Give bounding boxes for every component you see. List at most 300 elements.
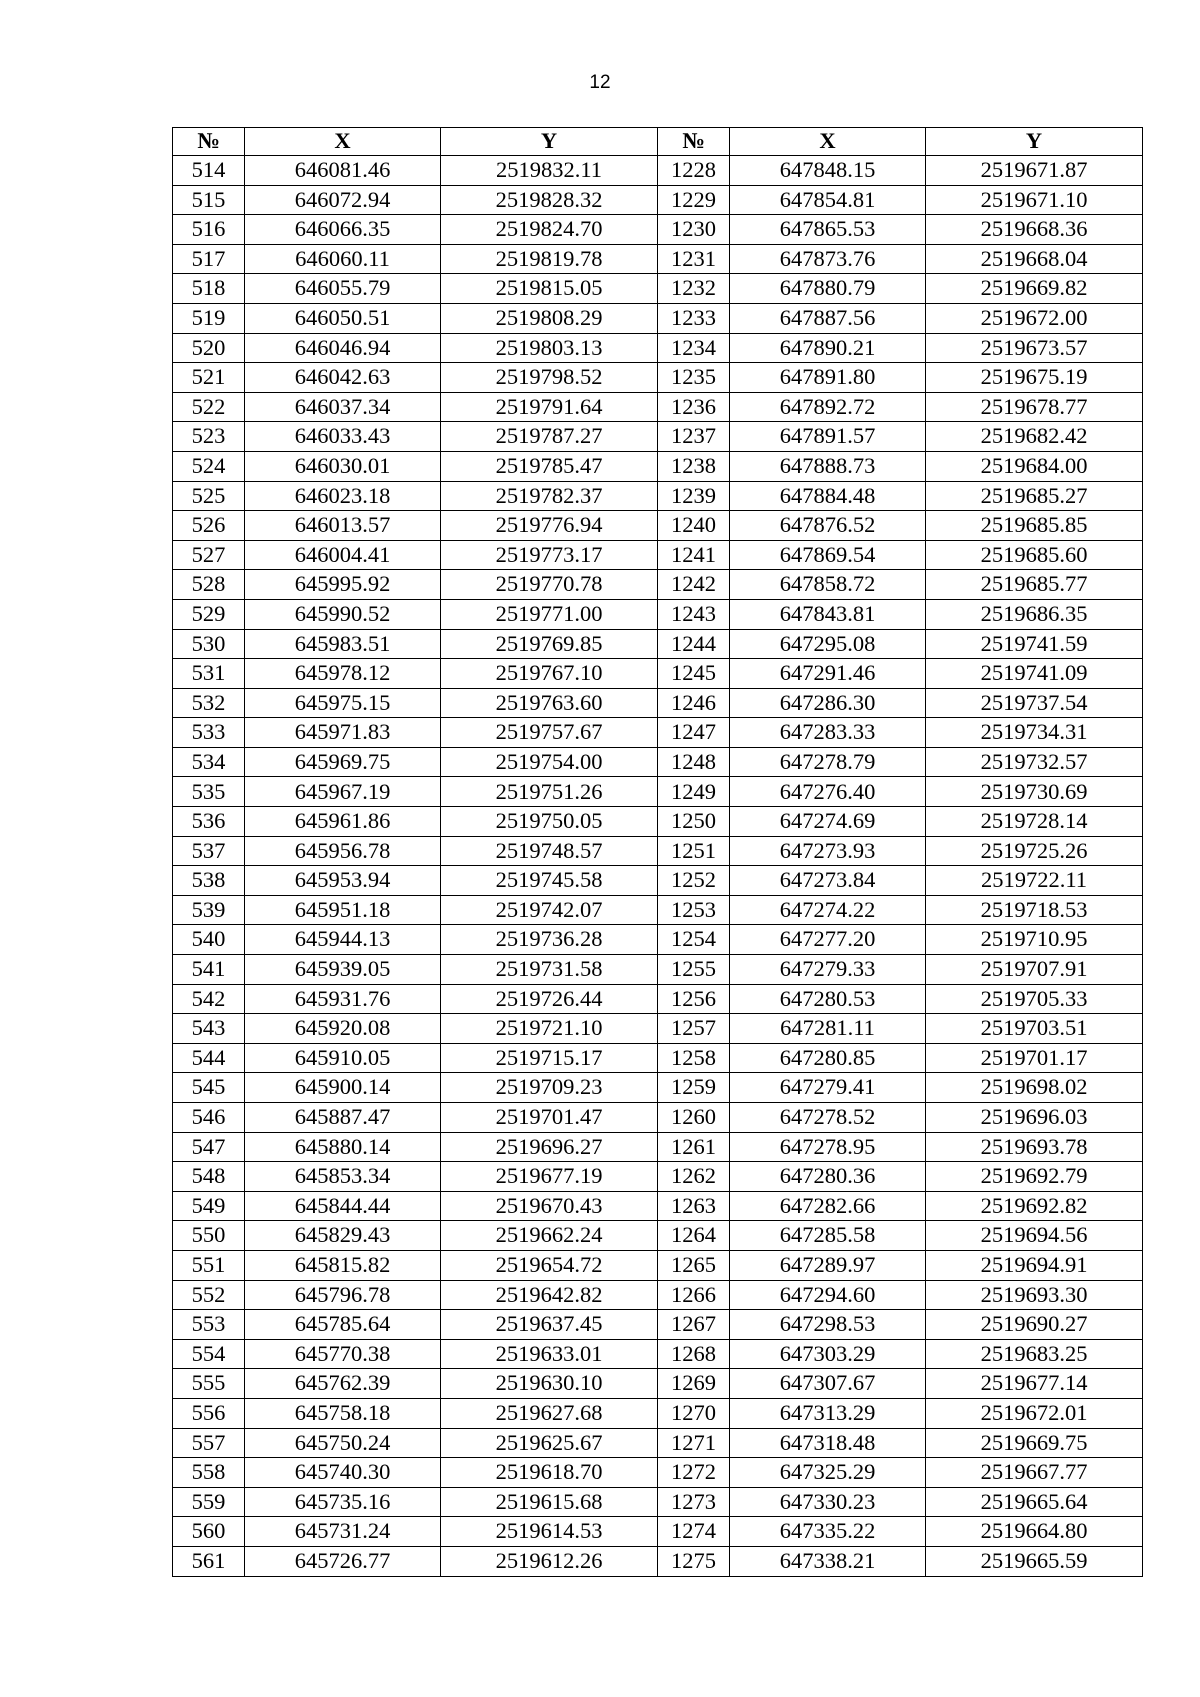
cell-number: 1229 [658, 185, 730, 215]
cell-x: 647289.97 [730, 1250, 926, 1280]
table-row [173, 303, 1143, 333]
cell-number: 531 [173, 659, 245, 689]
cell-number: 530 [173, 629, 245, 659]
cell-y: 2519654.72 [441, 1250, 658, 1280]
cell-number: 1241 [658, 540, 730, 570]
cell-x: 647280.53 [730, 984, 926, 1014]
cell-y: 2519671.87 [926, 156, 1143, 186]
cell-number: 1242 [658, 570, 730, 600]
cell-x: 647884.48 [730, 481, 926, 511]
cell-x: 647282.66 [730, 1191, 926, 1221]
cell-y: 2519748.57 [441, 836, 658, 866]
cell-number: 1272 [658, 1458, 730, 1488]
cell-x: 645758.18 [245, 1398, 441, 1428]
cell-x: 647890.21 [730, 333, 926, 363]
cell-x: 647303.29 [730, 1339, 926, 1369]
cell-y: 2519677.19 [441, 1162, 658, 1192]
cell-number: 533 [173, 718, 245, 748]
cell-x: 647869.54 [730, 540, 926, 570]
cell-y: 2519773.17 [441, 540, 658, 570]
cell-x: 645951.18 [245, 895, 441, 925]
cell-y: 2519642.82 [441, 1280, 658, 1310]
cell-x: 645978.12 [245, 659, 441, 689]
cell-y: 2519694.56 [926, 1221, 1143, 1251]
cell-x: 645853.34 [245, 1162, 441, 1192]
cell-x: 647338.21 [730, 1546, 926, 1576]
cell-number: 1234 [658, 333, 730, 363]
cell-x: 645939.05 [245, 955, 441, 985]
cell-x: 645844.44 [245, 1191, 441, 1221]
cell-number: 1244 [658, 629, 730, 659]
table-row [173, 1517, 1143, 1547]
cell-number: 1262 [658, 1162, 730, 1192]
cell-y: 2519715.17 [441, 1043, 658, 1073]
cell-number: 535 [173, 777, 245, 807]
cell-x: 646060.11 [245, 244, 441, 274]
cell-y: 2519694.91 [926, 1250, 1143, 1280]
cell-x: 646055.79 [245, 274, 441, 304]
cell-number: 1273 [658, 1487, 730, 1517]
table-row [173, 1369, 1143, 1399]
table-row [173, 1310, 1143, 1340]
table-row [173, 570, 1143, 600]
cell-number: 561 [173, 1546, 245, 1576]
cell-x: 647888.73 [730, 451, 926, 481]
cell-y: 2519771.00 [441, 599, 658, 629]
table-row [173, 481, 1143, 511]
table-row [173, 540, 1143, 570]
cell-y: 2519819.78 [441, 244, 658, 274]
table-row [173, 688, 1143, 718]
cell-y: 2519808.29 [441, 303, 658, 333]
cell-number: 559 [173, 1487, 245, 1517]
cell-number: 556 [173, 1398, 245, 1428]
table-row [173, 451, 1143, 481]
cell-number: 1264 [658, 1221, 730, 1251]
cell-x: 647280.36 [730, 1162, 926, 1192]
cell-y: 2519763.60 [441, 688, 658, 718]
cell-number: 536 [173, 807, 245, 837]
cell-y: 2519701.17 [926, 1043, 1143, 1073]
cell-y: 2519741.09 [926, 659, 1143, 689]
cell-number: 520 [173, 333, 245, 363]
cell-number: 515 [173, 185, 245, 215]
table-row [173, 1398, 1143, 1428]
cell-number: 1237 [658, 422, 730, 452]
cell-number: 525 [173, 481, 245, 511]
cell-number: 1245 [658, 659, 730, 689]
cell-y: 2519769.85 [441, 629, 658, 659]
cell-x: 647278.52 [730, 1103, 926, 1133]
cell-number: 526 [173, 511, 245, 541]
cell-x: 646030.01 [245, 451, 441, 481]
cell-y: 2519696.03 [926, 1103, 1143, 1133]
cell-number: 1232 [658, 274, 730, 304]
cell-y: 2519732.57 [926, 747, 1143, 777]
cell-y: 2519675.19 [926, 363, 1143, 393]
cell-x: 645887.47 [245, 1103, 441, 1133]
cell-y: 2519742.07 [441, 895, 658, 925]
cell-x: 647865.53 [730, 215, 926, 245]
cell-x: 647330.23 [730, 1487, 926, 1517]
table-row [173, 1250, 1143, 1280]
cell-y: 2519791.64 [441, 392, 658, 422]
cell-y: 2519668.04 [926, 244, 1143, 274]
column-header-y: Y [926, 128, 1143, 156]
cell-y: 2519709.23 [441, 1073, 658, 1103]
cell-y: 2519685.27 [926, 481, 1143, 511]
table-row [173, 599, 1143, 629]
cell-y: 2519672.00 [926, 303, 1143, 333]
cell-x: 645931.76 [245, 984, 441, 1014]
cell-y: 2519731.58 [441, 955, 658, 985]
cell-y: 2519824.70 [441, 215, 658, 245]
cell-x: 647848.15 [730, 156, 926, 186]
cell-x: 647279.33 [730, 955, 926, 985]
cell-y: 2519782.37 [441, 481, 658, 511]
cell-number: 1238 [658, 451, 730, 481]
cell-x: 647273.93 [730, 836, 926, 866]
cell-x: 645796.78 [245, 1280, 441, 1310]
cell-y: 2519787.27 [441, 422, 658, 452]
cell-number: 517 [173, 244, 245, 274]
cell-number: 1270 [658, 1398, 730, 1428]
cell-number: 542 [173, 984, 245, 1014]
column-header-y: Y [441, 128, 658, 156]
table-row [173, 363, 1143, 393]
cell-y: 2519669.75 [926, 1428, 1143, 1458]
cell-y: 2519614.53 [441, 1517, 658, 1547]
table-header-row [173, 128, 1143, 156]
cell-x: 647277.20 [730, 925, 926, 955]
cell-y: 2519725.26 [926, 836, 1143, 866]
cell-y: 2519745.58 [441, 866, 658, 896]
cell-x: 645944.13 [245, 925, 441, 955]
cell-x: 647278.79 [730, 747, 926, 777]
column-header-number: № [173, 128, 245, 156]
cell-x: 645731.24 [245, 1517, 441, 1547]
cell-number: 548 [173, 1162, 245, 1192]
cell-y: 2519682.42 [926, 422, 1143, 452]
cell-y: 2519718.53 [926, 895, 1143, 925]
cell-number: 558 [173, 1458, 245, 1488]
cell-y: 2519633.01 [441, 1339, 658, 1369]
cell-number: 1253 [658, 895, 730, 925]
cell-y: 2519664.80 [926, 1517, 1143, 1547]
cell-y: 2519737.54 [926, 688, 1143, 718]
table-row [173, 1073, 1143, 1103]
cell-y: 2519662.24 [441, 1221, 658, 1251]
cell-x: 645735.16 [245, 1487, 441, 1517]
cell-number: 1233 [658, 303, 730, 333]
cell-number: 539 [173, 895, 245, 925]
cell-x: 646013.57 [245, 511, 441, 541]
table-row [173, 1458, 1143, 1488]
table-row [173, 1428, 1143, 1458]
cell-y: 2519770.78 [441, 570, 658, 600]
cell-x: 647298.53 [730, 1310, 926, 1340]
cell-number: 534 [173, 747, 245, 777]
cell-number: 1275 [658, 1546, 730, 1576]
cell-number: 1259 [658, 1073, 730, 1103]
cell-number: 1261 [658, 1132, 730, 1162]
cell-number: 1271 [658, 1428, 730, 1458]
cell-x: 645900.14 [245, 1073, 441, 1103]
cell-number: 1267 [658, 1310, 730, 1340]
cell-x: 647318.48 [730, 1428, 926, 1458]
cell-y: 2519705.33 [926, 984, 1143, 1014]
cell-x: 647873.76 [730, 244, 926, 274]
cell-number: 1251 [658, 836, 730, 866]
cell-x: 645983.51 [245, 629, 441, 659]
cell-x: 647280.85 [730, 1043, 926, 1073]
cell-x: 647854.81 [730, 185, 926, 215]
cell-x: 645740.30 [245, 1458, 441, 1488]
cell-y: 2519828.32 [441, 185, 658, 215]
cell-x: 646081.46 [245, 156, 441, 186]
cell-number: 546 [173, 1103, 245, 1133]
cell-y: 2519815.05 [441, 274, 658, 304]
cell-y: 2519693.78 [926, 1132, 1143, 1162]
cell-number: 557 [173, 1428, 245, 1458]
cell-x: 646050.51 [245, 303, 441, 333]
cell-number: 1258 [658, 1043, 730, 1073]
table-row [173, 629, 1143, 659]
cell-number: 1236 [658, 392, 730, 422]
cell-number: 1260 [658, 1103, 730, 1133]
cell-y: 2519627.68 [441, 1398, 658, 1428]
cell-number: 551 [173, 1250, 245, 1280]
cell-y: 2519685.85 [926, 511, 1143, 541]
cell-x: 647891.80 [730, 363, 926, 393]
cell-y: 2519710.95 [926, 925, 1143, 955]
cell-y: 2519726.44 [441, 984, 658, 1014]
cell-number: 560 [173, 1517, 245, 1547]
cell-y: 2519728.14 [926, 807, 1143, 837]
cell-x: 645815.82 [245, 1250, 441, 1280]
cell-x: 647880.79 [730, 274, 926, 304]
cell-y: 2519685.77 [926, 570, 1143, 600]
cell-number: 1247 [658, 718, 730, 748]
cell-y: 2519701.47 [441, 1103, 658, 1133]
cell-number: 1257 [658, 1014, 730, 1044]
table-row [173, 984, 1143, 1014]
cell-y: 2519721.10 [441, 1014, 658, 1044]
table-row [173, 718, 1143, 748]
table-row [173, 1162, 1143, 1192]
cell-y: 2519785.47 [441, 451, 658, 481]
cell-number: 547 [173, 1132, 245, 1162]
cell-number: 1248 [658, 747, 730, 777]
cell-y: 2519672.01 [926, 1398, 1143, 1428]
cell-number: 1254 [658, 925, 730, 955]
table-row [173, 1546, 1143, 1576]
cell-number: 514 [173, 156, 245, 186]
cell-y: 2519832.11 [441, 156, 658, 186]
table-row [173, 333, 1143, 363]
table-row [173, 185, 1143, 215]
table-row [173, 747, 1143, 777]
cell-number: 1228 [658, 156, 730, 186]
cell-number: 521 [173, 363, 245, 393]
cell-number: 1274 [658, 1517, 730, 1547]
cell-x: 647285.58 [730, 1221, 926, 1251]
cell-x: 647279.41 [730, 1073, 926, 1103]
table-row [173, 659, 1143, 689]
cell-x: 645990.52 [245, 599, 441, 629]
cell-x: 646046.94 [245, 333, 441, 363]
cell-x: 645726.77 [245, 1546, 441, 1576]
cell-number: 1263 [658, 1191, 730, 1221]
cell-y: 2519678.77 [926, 392, 1143, 422]
cell-y: 2519750.05 [441, 807, 658, 837]
cell-x: 647295.08 [730, 629, 926, 659]
cell-number: 518 [173, 274, 245, 304]
cell-y: 2519637.45 [441, 1310, 658, 1340]
cell-y: 2519669.82 [926, 274, 1143, 304]
table-row [173, 866, 1143, 896]
cell-number: 522 [173, 392, 245, 422]
cell-x: 647286.30 [730, 688, 926, 718]
cell-x: 645995.92 [245, 570, 441, 600]
cell-y: 2519615.68 [441, 1487, 658, 1517]
cell-y: 2519618.70 [441, 1458, 658, 1488]
cell-number: 552 [173, 1280, 245, 1310]
cell-number: 1243 [658, 599, 730, 629]
table-row [173, 1103, 1143, 1133]
cell-y: 2519625.67 [441, 1428, 658, 1458]
cell-y: 2519730.69 [926, 777, 1143, 807]
cell-y: 2519668.36 [926, 215, 1143, 245]
cell-x: 647274.22 [730, 895, 926, 925]
cell-y: 2519630.10 [441, 1369, 658, 1399]
cell-number: 549 [173, 1191, 245, 1221]
cell-number: 532 [173, 688, 245, 718]
cell-y: 2519671.10 [926, 185, 1143, 215]
cell-y: 2519612.26 [441, 1546, 658, 1576]
cell-number: 527 [173, 540, 245, 570]
cell-y: 2519686.35 [926, 599, 1143, 629]
cell-x: 645785.64 [245, 1310, 441, 1340]
cell-y: 2519754.00 [441, 747, 658, 777]
cell-x: 647276.40 [730, 777, 926, 807]
cell-x: 647294.60 [730, 1280, 926, 1310]
cell-y: 2519707.91 [926, 955, 1143, 985]
cell-x: 647335.22 [730, 1517, 926, 1547]
table-row [173, 1132, 1143, 1162]
table-row [173, 1191, 1143, 1221]
cell-y: 2519665.64 [926, 1487, 1143, 1517]
table-row [173, 1280, 1143, 1310]
cell-y: 2519776.94 [441, 511, 658, 541]
cell-number: 541 [173, 955, 245, 985]
cell-number: 553 [173, 1310, 245, 1340]
cell-x: 647283.33 [730, 718, 926, 748]
cell-x: 646042.63 [245, 363, 441, 393]
cell-number: 554 [173, 1339, 245, 1369]
table-row [173, 156, 1143, 186]
column-header-x: X [245, 128, 441, 156]
cell-number: 1268 [658, 1339, 730, 1369]
cell-x: 646033.43 [245, 422, 441, 452]
cell-y: 2519803.13 [441, 333, 658, 363]
cell-x: 647891.57 [730, 422, 926, 452]
cell-number: 523 [173, 422, 245, 452]
table-row [173, 274, 1143, 304]
cell-x: 645961.86 [245, 807, 441, 837]
cell-number: 528 [173, 570, 245, 600]
cell-number: 1231 [658, 244, 730, 274]
table-row [173, 925, 1143, 955]
cell-y: 2519798.52 [441, 363, 658, 393]
cell-number: 1240 [658, 511, 730, 541]
cell-x: 647876.52 [730, 511, 926, 541]
coordinates-table [172, 127, 1143, 1577]
cell-y: 2519722.11 [926, 866, 1143, 896]
cell-number: 544 [173, 1043, 245, 1073]
cell-number: 1250 [658, 807, 730, 837]
cell-number: 1252 [658, 866, 730, 896]
table-body [173, 156, 1143, 1577]
table-row [173, 392, 1143, 422]
cell-x: 647843.81 [730, 599, 926, 629]
cell-y: 2519736.28 [441, 925, 658, 955]
cell-x: 645829.43 [245, 1221, 441, 1251]
cell-x: 646072.94 [245, 185, 441, 215]
cell-x: 646023.18 [245, 481, 441, 511]
page-number: 12 [589, 72, 611, 93]
table-row [173, 807, 1143, 837]
table-row [173, 1339, 1143, 1369]
cell-y: 2519677.14 [926, 1369, 1143, 1399]
cell-y: 2519684.00 [926, 451, 1143, 481]
cell-number: 1239 [658, 481, 730, 511]
cell-x: 647858.72 [730, 570, 926, 600]
table-row [173, 836, 1143, 866]
cell-y: 2519692.82 [926, 1191, 1143, 1221]
cell-number: 555 [173, 1369, 245, 1399]
cell-number: 1266 [658, 1280, 730, 1310]
cell-y: 2519692.79 [926, 1162, 1143, 1192]
cell-x: 646004.41 [245, 540, 441, 570]
table-row [173, 1487, 1143, 1517]
cell-number: 537 [173, 836, 245, 866]
cell-y: 2519703.51 [926, 1014, 1143, 1044]
cell-number: 1230 [658, 215, 730, 245]
cell-y: 2519751.26 [441, 777, 658, 807]
cell-x: 645975.15 [245, 688, 441, 718]
cell-x: 645880.14 [245, 1132, 441, 1162]
cell-x: 647291.46 [730, 659, 926, 689]
table-row [173, 244, 1143, 274]
cell-x: 645750.24 [245, 1428, 441, 1458]
cell-number: 529 [173, 599, 245, 629]
cell-y: 2519696.27 [441, 1132, 658, 1162]
cell-x: 647281.11 [730, 1014, 926, 1044]
cell-y: 2519685.60 [926, 540, 1143, 570]
table-row [173, 1221, 1143, 1251]
column-header-x: X [730, 128, 926, 156]
table-row [173, 1043, 1143, 1073]
cell-number: 543 [173, 1014, 245, 1044]
cell-number: 1255 [658, 955, 730, 985]
cell-y: 2519693.30 [926, 1280, 1143, 1310]
cell-number: 545 [173, 1073, 245, 1103]
table-row [173, 215, 1143, 245]
cell-y: 2519757.67 [441, 718, 658, 748]
cell-y: 2519690.27 [926, 1310, 1143, 1340]
cell-number: 1235 [658, 363, 730, 393]
